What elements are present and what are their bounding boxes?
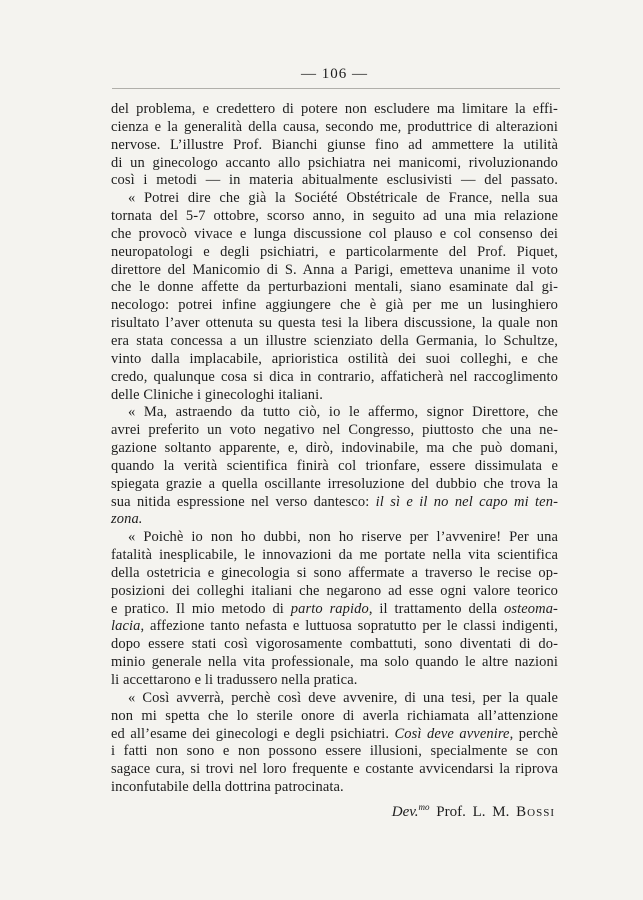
text-line (111, 618, 558, 636)
text-line: così i metodi — in materia abitualmente esclusivisti — del passato. (111, 172, 558, 189)
italic-phrase: Così deve avvenire (394, 725, 510, 742)
text-line: minio generale nella vita professionale, ma solo quando le altre nazioni (111, 654, 558, 671)
dante-quote: il sì e il no nel capo mi ten- (375, 493, 558, 510)
signature-title-initials: Prof. L. M. (436, 804, 510, 820)
text-line: cienza e la generalità della causa, secondo me, produttrice di alterazioni (111, 118, 558, 135)
text-line: li accettarono e li tradussero nella pratica. (111, 672, 358, 688)
text-line: sagace cura, si trovi nel loro frequente e costante avvicendarsi la riprova (111, 761, 558, 778)
text-line: quando la verità scientifica finirà col trionfare, essere dissimulata e (111, 457, 558, 474)
text-line: direttore del Manicomio di S. Anna a Parigi, emetteva unanime il voto (111, 261, 558, 278)
text-line: che le donne affette da perturbazioni mentali, siano esaminate dal gi- (111, 279, 558, 296)
text-line: « Poichè io non ho dubbi, non ho riserve per l’avvenire! Per una (128, 529, 558, 546)
text-run: sua nitida espressione nel verso dantesco: (111, 493, 376, 510)
text-line: necologo: potrei infine aggiungere che è già per me un lusinghiero (111, 297, 558, 314)
text-line: delle Cliniche i ginecologhi italiani. (111, 386, 323, 403)
text-line: gazione soltanto apparente, e, dirò, indovinabile, ma che può domani, (111, 440, 558, 457)
text-line: vinto dalla implacabile, aprioristica ostilità dei suoi colleghi, e che (111, 350, 558, 367)
page-number: — 106 — (301, 66, 368, 82)
italic-term: lacia (111, 618, 141, 635)
text-run: , il trattamento della (368, 600, 505, 617)
paragraph (111, 101, 558, 190)
text-run: e pratico. Il mio metodo di (111, 600, 291, 617)
text-line: inconfutabile della dottrina patrocinata. (111, 779, 344, 796)
text-line: risultato l’aver ottenuta su questa tesi la libera discussione, la quale non (111, 315, 558, 332)
paragraph (111, 529, 558, 690)
text-line: « Potrei dire che già la Société Obstétricale de France, nella sua (128, 190, 558, 207)
text-block (111, 101, 558, 797)
text-line: credo, qualunque cosa si dica in contrario, affaticherà nel raccoglimento (111, 368, 558, 385)
text-line: della ostetricia e ginecologia si sono affermate a traverso le recise op- (111, 564, 558, 581)
text-line: era stata concessa a un illustre scienziato della Germania, lo Schultze, (111, 332, 558, 349)
text-line: spiegata grazie a quella oscillante irresoluzione del dubbio che trova la (111, 475, 558, 492)
text-line: « Ma, astraendo da tutto ciò, io le affermo, signor Direttore, che (128, 404, 558, 421)
text-line: fatalità inesplicabile, le innovazioni da me portate nella vita scientifica (111, 547, 558, 564)
text-line: nervose. L’illustre Prof. Bianchi giunse fino ad ammettere la utilità (111, 136, 558, 153)
text-line (111, 601, 558, 619)
text-run: ed all’esame dei ginecologi e degli psichiatri. (111, 725, 395, 742)
paragraph (111, 404, 558, 529)
text-run: , affezione tanto nefasta e luttuosa sopratutto per le classi indigenti, (140, 618, 558, 635)
paragraph (111, 190, 558, 404)
text-line: di un ginecologo accanto allo psichiatra nei manicomi, rivoluzionando (111, 154, 558, 171)
signature-salutation-superscript: mo (418, 802, 430, 812)
italic-term: parto rapido (290, 600, 369, 617)
text-line: del problema, e credettero di potere non escludere ma limitare la effi- (111, 101, 558, 117)
text-line: « Così avverrà, perchè così deve avvenire, di una tesi, per la quale (128, 689, 558, 706)
text-line: avrei preferito un voto negativo nel Congresso, piuttosto che una ne- (111, 422, 558, 439)
text-run: , perchè (509, 725, 559, 742)
text-line: dopo essere stati così vigorosamente combattuti, sono diventati di do- (111, 636, 558, 653)
italic-term: osteoma- (504, 600, 558, 617)
text-line (111, 726, 558, 744)
dante-quote: zona. (111, 511, 143, 528)
paragraph (111, 690, 558, 797)
text-line: neuropatologi e degli psichiatri, e particolarmente del Prof. Piquet, (111, 243, 558, 260)
text-line: posizioni dei colleghi italiani che negarono ad esse ogni valore teorico (111, 582, 558, 599)
text-line (111, 494, 558, 512)
text-line: tornata del 5-7 ottobre, scorso anno, in seguito ad una mia relazione (111, 208, 558, 225)
signature-salutation: Dev. (391, 804, 419, 820)
text-line: che provocò vivace e lunga discussione col plauso e col consenso dei (111, 225, 558, 242)
signature-surname: Bossi (516, 804, 555, 820)
text-line: non mi spetta che lo sterile onore di averla richiamata all’attenzione (111, 707, 558, 724)
text-line: i fatti non sono e non possono essere illusioni, specialmente se con (111, 743, 558, 760)
header-rule (112, 88, 560, 89)
signature (111, 802, 555, 823)
